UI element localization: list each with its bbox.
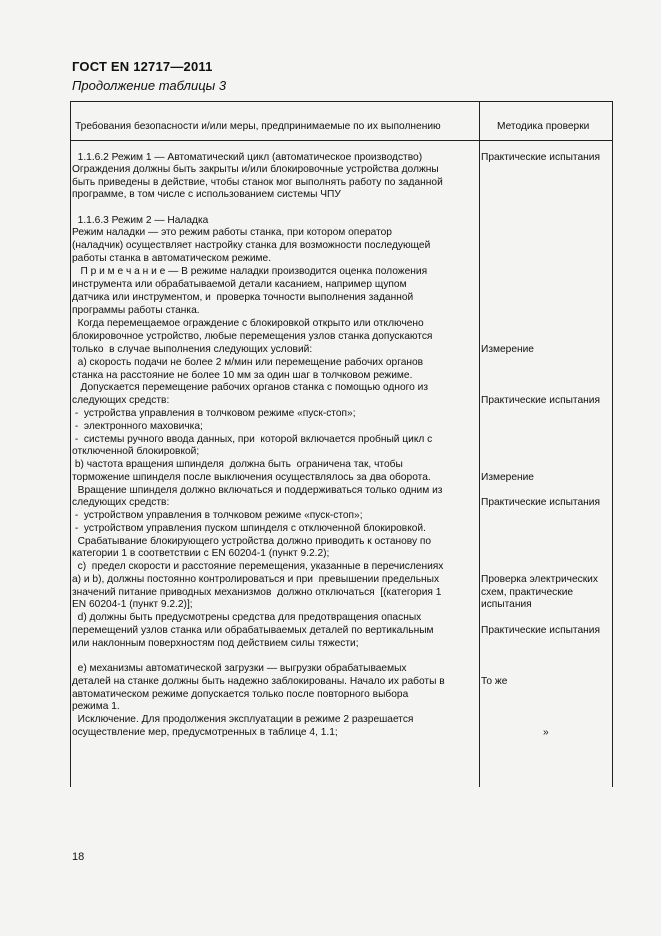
requirement-note-line: П р и м е ч а н и е — В режиме наладки производится оценка положения [72, 266, 428, 277]
requirement-line: 1.1.6.2 Режим 1 — Автоматический цикл (автоматическое производство) [72, 152, 423, 163]
requirement-line: EN 60204-1 (пункт 9.2.2)]; [72, 599, 193, 610]
requirement-line: d) должны быть предусмотрены средства для предотвращения опасных [72, 612, 422, 623]
requirement-note-line: датчика или инструментом, и проверка точности выполнения заданной [72, 292, 414, 303]
method-cell: Практические испытания [481, 395, 600, 406]
requirement-note-line: программы работы станка. [72, 305, 200, 316]
requirement-line: блокировочное устройство, любые перемещения узлов станка допускаются [72, 331, 433, 342]
requirement-line: режима 1. [72, 701, 120, 712]
method-cell: схем, практические [481, 587, 574, 598]
requirement-line: a) скорость подачи не более 2 м/мин или перемещение рабочих органов [72, 357, 424, 368]
column-header-requirements: Требования безопасности и/или меры, предпринимаемые по их выполнению [75, 121, 441, 132]
method-cell: испытания [481, 599, 532, 610]
requirement-line: автоматическом режиме допускается только после повторного выбора [72, 689, 409, 700]
requirement-line: Срабатывание блокирующего устройства должно приводить к останову по [72, 536, 432, 547]
requirement-line: значений питание приводных механизмов должно отключаться [(категория 1 [72, 587, 442, 598]
requirement-line: следующих средств: [72, 497, 170, 508]
page-number: 18 [72, 851, 85, 863]
requirement-line: 1.1.6.3 Режим 2 — Наладка [72, 215, 209, 226]
requirement-line: торможение шпинделя после выключения осуществлялось за два оборота. [72, 472, 431, 483]
requirement-line: - системы ручного ввода данных, при которой включается пробный цикл с [72, 434, 433, 445]
table-column-divider [479, 101, 480, 787]
requirement-line: Исключение. Для продолжения эксплуатации в режиме 2 разрешается [72, 714, 414, 725]
table-header-divider [71, 140, 612, 141]
requirement-line: работы станка в автоматическом режиме. [72, 253, 272, 264]
requirement-line: - электронного маховичка; [72, 421, 203, 432]
requirement-line: - устройством управления в толчковом режиме «пуск-стоп»; [72, 510, 363, 521]
requirement-line: программе, в том числе с использованием системы ЧПУ [72, 189, 341, 200]
requirement-line: Вращение шпинделя должно включаться и поддерживаться только одним из [72, 485, 443, 496]
requirement-line: быть приведены в действие, чтобы станок мог выполнять работу по заданной [72, 177, 443, 188]
requirement-line: - устройством управления пуском шпинделя с отключенной блокировкой. [72, 523, 426, 534]
requirement-line: (наладчик) осуществляет настройку станка для возможности последующей [72, 240, 431, 251]
method-cell: Измерение [481, 344, 534, 355]
requirement-line: только в случае выполнения следующих условий: [72, 344, 313, 355]
requirement-line: станка на расстояние не более 10 мм за один шаг в толчковом режиме. [72, 370, 413, 381]
requirement-line: категории 1 в соответствии с EN 60204-1 (пункт 9.2.2); [72, 548, 330, 559]
requirement-line: Ограждения должны быть закрыты и/или блокировочные устройства должны [72, 164, 439, 175]
method-cell: То же [481, 676, 508, 687]
method-cell: Измерение [481, 472, 534, 483]
requirement-line: b) частота вращения шпинделя должна быть ограничена так, чтобы [72, 459, 403, 470]
requirement-line: перемещений узлов станка или обрабатываемых деталей по вертикальным [72, 625, 434, 636]
table-continuation-caption: Продолжение таблицы 3 [72, 78, 227, 93]
method-cell: Проверка электрических [481, 574, 598, 585]
table-top-border [71, 101, 612, 102]
requirement-line: отключенной блокировкой; [72, 446, 200, 457]
method-cell: Практические испытания [481, 152, 600, 163]
requirement-line: c) предел скорости и расстояние перемещения, указанные в перечислениях [72, 561, 444, 572]
method-cell: Практические испытания [481, 497, 600, 508]
standard-id: ГОСТ EN 12717—2011 [72, 59, 213, 74]
requirement-line: a) и b), должны постоянно контролироваться и при превышении предельных [72, 574, 440, 585]
column-header-method: Методика проверки [497, 121, 590, 132]
requirement-line: следующих средств: [72, 395, 170, 406]
method-cell-ditto: » [543, 727, 549, 738]
requirement-note-line: инструмента или обрабатываемой детали касанием, например щупом [72, 279, 407, 290]
requirement-line: Допускается перемещение рабочих органов станка с помощью одного из [72, 382, 428, 393]
requirement-line: деталей на станке должны быть надежно заблокированы. Начало их работы в [72, 676, 445, 687]
requirement-line: - устройства управления в толчковом режиме «пуск-стоп»; [72, 408, 356, 419]
requirement-line: осуществление мер, предусмотренных в таблице 4, 1.1; [72, 727, 338, 738]
requirement-line: Когда перемещаемое ограждение с блокировкой открыто или отключено [72, 318, 424, 329]
method-cell: Практические испытания [481, 625, 600, 636]
requirement-line: или наклонным поверхностям под действием силы тяжести; [72, 638, 359, 649]
requirement-line: Режим наладки — это режим работы станка, при котором оператор [72, 227, 392, 238]
requirement-line: e) механизмы автоматической загрузки — выгрузки обрабатываемых [72, 663, 407, 674]
